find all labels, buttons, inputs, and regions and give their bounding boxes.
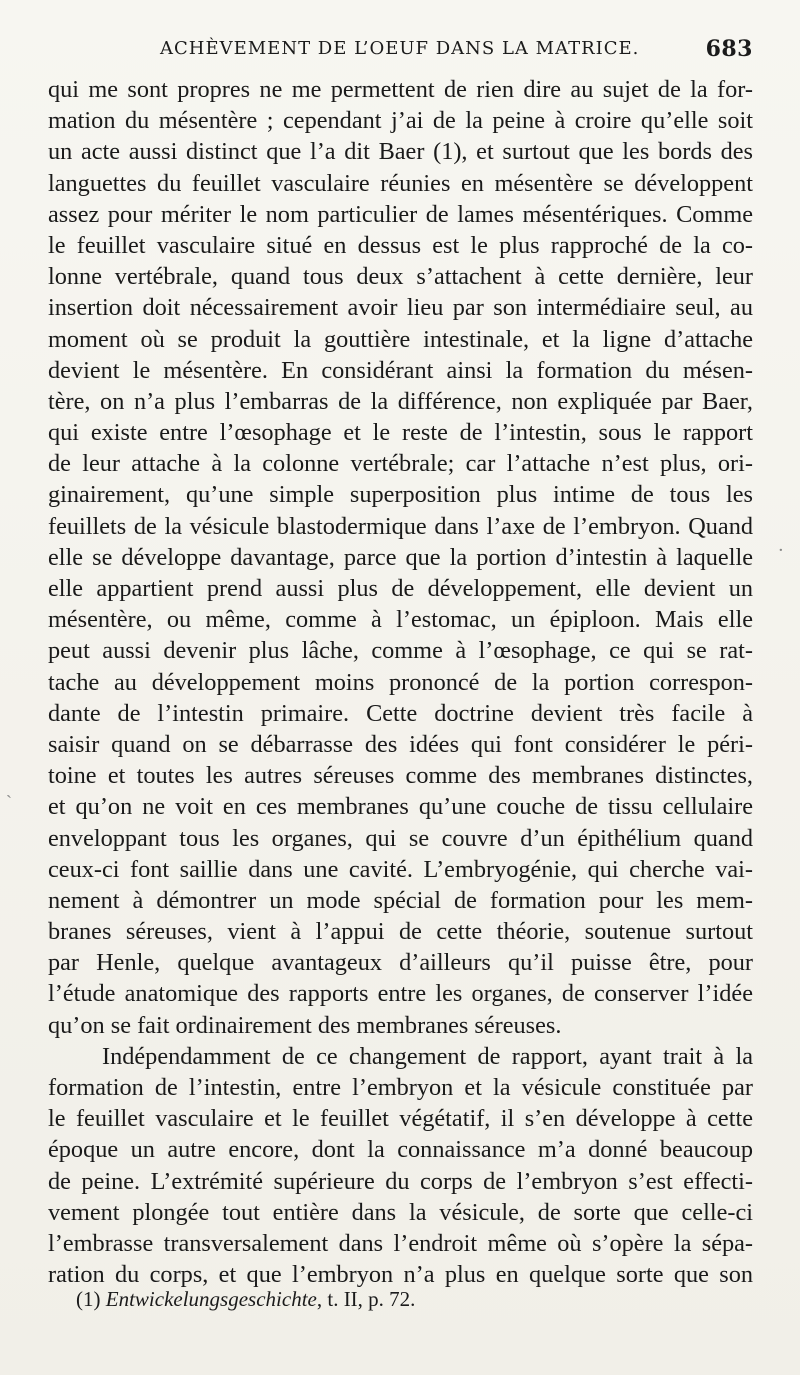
text-line: l’embrasse transversalement dans l’endroit même où s’opère la sépa- <box>48 1229 753 1257</box>
body-text <box>48 74 753 1290</box>
text-line: mésentère, ou même, comme à l’estomac, un épiploon. Mais elle <box>48 606 753 634</box>
text-line: l’étude anatomique des rapports entre les organes, de conserver l’idée <box>48 980 753 1008</box>
text-line: feuillets de la vésicule blastodermique dans l’axe de l’embryon. Quand <box>48 512 753 540</box>
text-line: et qu’on ne voit en ces membranes qu’une couche de tissu cellulaire <box>48 793 753 821</box>
running-title: ACHÈVEMENT DE L’OEUF DANS LA MATRICE. <box>160 38 640 59</box>
margin-mark: ˏ <box>6 778 12 799</box>
text-line: ration du corps, et que l’embryon n’a plus en quelque sorte que son <box>48 1261 753 1289</box>
text-line: vement plongée tout entière dans la vésicule, de sorte que celle-ci <box>48 1198 753 1226</box>
text-line: époque un autre encore, dont la connaissance m’a donné beaucoup <box>48 1136 753 1164</box>
text-line: tache au développement moins prononcé de la portion correspon- <box>48 668 753 696</box>
footnote <box>76 1287 415 1312</box>
footnote-marker: (1) <box>76 1287 101 1311</box>
text-line: ceux-ci font saillie dans une cavité. L’embryogénie, qui cherche vai- <box>48 855 753 883</box>
text-line: languettes du feuillet vasculaire réunies en mésentère se développent <box>48 169 753 197</box>
text-line: qui existe entre l’œsophage et le reste de l’intestin, sous le rapport <box>48 419 753 447</box>
text-line: branes séreuses, vient à l’appui de cette théorie, soutenue surtout <box>48 918 753 946</box>
running-header <box>48 36 753 66</box>
text-line: qui me sont propres ne me permettent de rien dire au sujet de la for- <box>48 76 753 103</box>
text-line: tère, on n’a plus l’embarras de la différence, non expliquée par Baer, <box>48 387 753 415</box>
text-line: devient le mésentère. En considérant ainsi la formation du mésen- <box>48 356 753 384</box>
text-line: qu’on se fait ordinairement des membranes séreuses. <box>48 1011 562 1039</box>
text-line: le feuillet vasculaire situé en dessus est le plus rapproché de la co- <box>48 231 753 259</box>
text-line: elle appartient prend aussi plus de développement, elle devient un <box>48 575 753 602</box>
footnote-reference: , t. II, p. 72. <box>316 1287 416 1311</box>
text-line: insertion doit nécessairement avoir lieu par son intermédiaire seul, au <box>48 294 753 322</box>
text-line: de peine. L’extrémité supérieure du corps de l’embryon s’est effecti- <box>48 1167 753 1195</box>
text-line: dante de l’intestin primaire. Cette doctrine devient très facile à <box>48 699 753 727</box>
text-line: moment où se produit la gouttière intestinale, et la ligne d’attache <box>48 325 753 353</box>
text-line-paragraph-start: Indépendamment de ce changement de rapport, ayant trait à la <box>102 1042 753 1070</box>
text-line: saisir quand on se débarrasse des idées qui font considérer le péri- <box>48 730 753 758</box>
text-line: lonne vertébrale, quand tous deux s’attachent à cette dernière, leur <box>48 263 753 291</box>
footnote-title: Entwickelungsgeschichte <box>105 1287 317 1311</box>
text-line: toine et toutes les autres séreuses comme des membranes distinctes, <box>48 762 753 790</box>
text-line: un acte aussi distinct que l’a dit Baer (1), et surtout que les bords des <box>48 138 753 166</box>
text-line: le feuillet vasculaire et le feuillet végétatif, il s’en développe à cette <box>48 1105 753 1133</box>
text-line: par Henle, quelque avantageux d’ailleurs qu’il puisse être, pour <box>48 949 753 977</box>
text-line: peut aussi devenir plus lâche, comme à l’œsophage, ce qui se rat- <box>48 637 753 665</box>
page-number: 683 <box>705 36 753 62</box>
text-line: de leur attache à la colonne vertébrale; car l’attache n’est plus, ori- <box>48 450 753 478</box>
text-line: ginairement, qu’une simple superposition plus intime de tous les <box>48 481 753 509</box>
text-line: nement à démontrer un mode spécial de formation pour les mem- <box>48 886 753 914</box>
text-line: assez pour mériter le nom particulier de lames mésentériques. Comme <box>48 200 753 228</box>
text-line: enveloppant tous les organes, qui se couvre d’un épithélium quand <box>48 824 753 852</box>
text-line: formation de l’intestin, entre l’embryon et la vésicule constituée par <box>48 1074 753 1101</box>
text-line: mation du mésentère ; cependant j’ai de la peine à croire qu’elle soit <box>48 107 753 135</box>
text-line: elle se développe davantage, parce que la portion d’intestin à laquelle <box>48 543 753 571</box>
margin-mark: · <box>778 540 784 561</box>
